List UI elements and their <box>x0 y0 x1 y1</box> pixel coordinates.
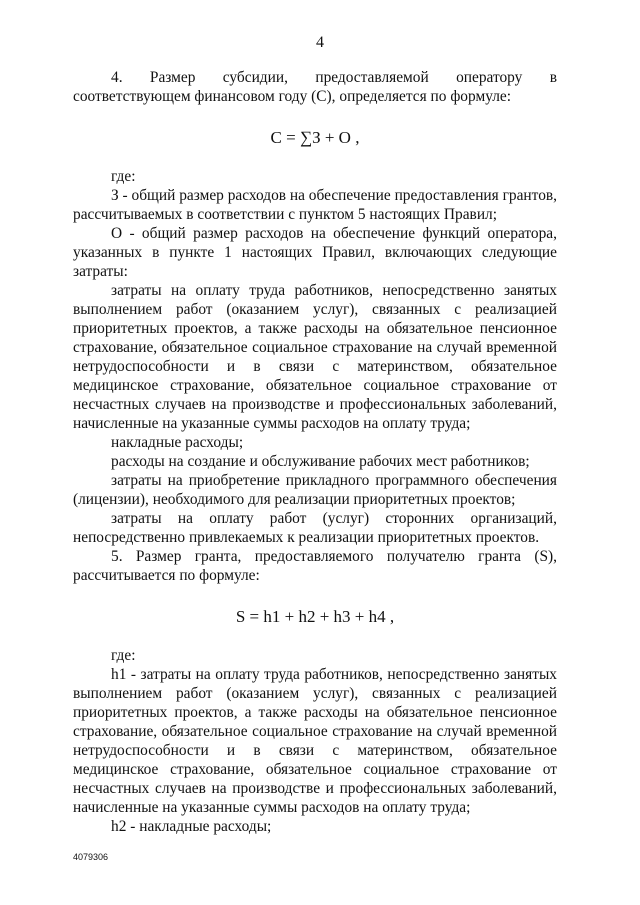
paragraph-h1-definition: h1 - затраты на оплату труда работников, непосредственно занятых выполнением работ (оказанием услуг), связанных с реализацией приоритетных проектов, а также расходы на обязательное пенсионное страхование, обязательное социальное страхование на случай временной нетрудоспособности и в связи с материнством, обязательное медицинское страхование, обязательное социальное страхование от несчастных случаев на производстве и профессиональных заболеваний, начисленные на указанные суммы расходов на оплату труда; <box>73 666 557 816</box>
paragraph-workplaces: расходы на создание и обслуживание рабочих мест работников; <box>111 453 530 470</box>
paragraph-subsidy-size: 4. Размер субсидии, предоставляемой оператору в соответствующем финансовом году (С), определяется по формуле: <box>73 69 557 105</box>
where-label: где: <box>111 168 136 185</box>
paragraph-overhead: накладные расходы; <box>111 434 244 451</box>
formula-subsidy: С = ∑З + О , <box>270 128 360 147</box>
paragraph-grant-size: 5. Размер гранта, предоставляемого получателю гранта (S), рассчитывается по формуле: <box>73 548 557 584</box>
document-id: 4079306 <box>73 852 109 862</box>
where-label-2: где: <box>111 647 136 664</box>
paragraph-z-definition: З - общий размер расходов на обеспечение предоставления грантов, рассчитываемых в соответствии с пунктом 5 настоящих Правил; <box>73 187 558 223</box>
paragraph-third-party: затраты на оплату работ (услуг) сторонних организаций, непосредственно привлекаемых к реализации приоритетных проектов. <box>73 510 557 546</box>
paragraph-labor-costs: затраты на оплату труда работников, непосредственно занятых выполнением работ (оказанием услуг), связанных с реализацией приоритетных проектов, а также расходы на обязательное пенсионное страхование, обязательное социальное страхование на случай временной нетрудоспособности и в связи с материнством, обязательное медицинское страхование, обязательное социальное страхование от несчастных случаев на производстве и профессиональных заболеваний, начисленные на указанные суммы расходов на оплату труда; <box>73 282 557 432</box>
paragraph-h2-definition: h2 - накладные расходы; <box>111 818 272 835</box>
paragraph-o-definition: О - общий размер расходов на обеспечение функций оператора, указанных в пункте 1 настоящих Правил, включающих следующие затраты: <box>73 225 557 280</box>
paragraph-software: затраты на приобретение прикладного программного обеспечения (лицензии), необходимого для реализации приоритетных проектов; <box>73 472 557 508</box>
formula-grant: S = h1 + h2 + h3 + h4 , <box>235 607 395 626</box>
document-body <box>73 68 557 836</box>
page-number: 4 <box>316 34 324 51</box>
